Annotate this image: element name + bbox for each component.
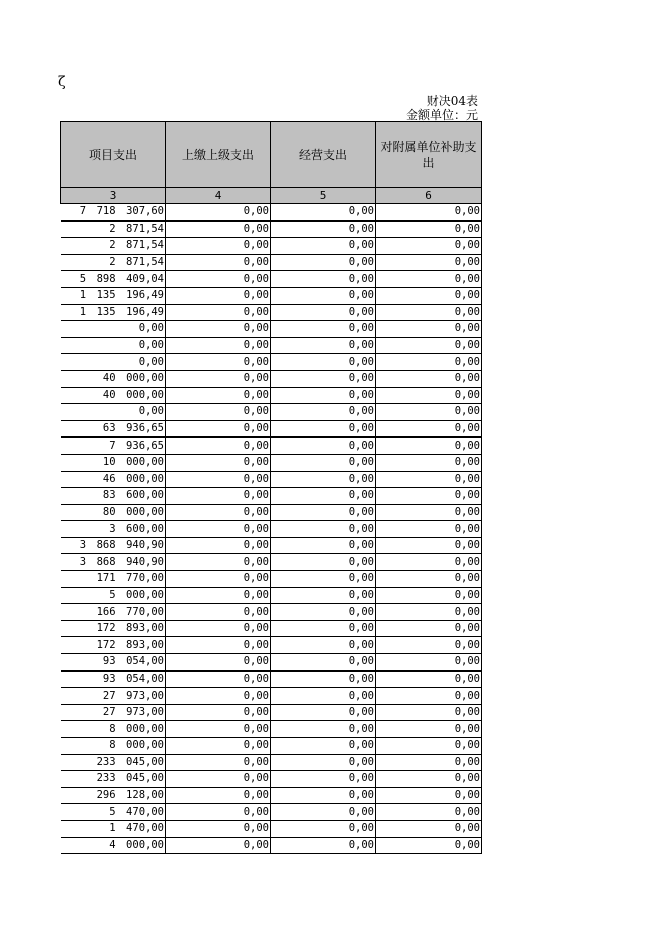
table-cell: 0,00 (376, 287, 482, 304)
table-cell: 296 128,00 (61, 787, 166, 804)
table-cell: 233 045,00 (61, 754, 166, 771)
table-cell: 0,00 (271, 754, 376, 771)
table-row (61, 204, 482, 221)
table-row (61, 404, 482, 421)
column-number-row (61, 188, 482, 204)
table-cell: 0,00 (271, 420, 376, 437)
table-cell: 0,00 (166, 387, 271, 404)
table-cell: 0,00 (166, 221, 271, 238)
table-row (61, 804, 482, 821)
table-cell: 0,00 (376, 254, 482, 271)
table-cell: 63 936,65 (61, 420, 166, 437)
table-row (61, 287, 482, 304)
table-cell: 0,00 (166, 287, 271, 304)
table-cell: 0,00 (376, 304, 482, 321)
table-cell: 0,00 (271, 738, 376, 755)
table-cell: 0,00 (376, 571, 482, 588)
table-cell: 0,00 (376, 321, 482, 338)
table-row (61, 704, 482, 721)
table-cell: 0,00 (271, 304, 376, 321)
table-cell: 0,00 (271, 287, 376, 304)
table-cell: 0,00 (376, 688, 482, 705)
table-cell: 0,00 (166, 420, 271, 437)
table-cell: 0,00 (166, 354, 271, 371)
table-row (61, 271, 482, 288)
table-row (61, 304, 482, 321)
table-cell: 0,00 (166, 504, 271, 521)
table-row (61, 738, 482, 755)
table-row (61, 637, 482, 654)
col-number: 5 (271, 188, 376, 204)
table-cell: 0,00 (166, 837, 271, 854)
table-cell: 0,00 (376, 521, 482, 538)
table-row (61, 721, 482, 738)
table-cell: 10 000,00 (61, 454, 166, 471)
table-row (61, 604, 482, 621)
table-cell: 0,00 (166, 471, 271, 488)
table-cell: 172 893,00 (61, 620, 166, 637)
table-cell: 1 135 196,49 (61, 304, 166, 321)
table-row (61, 354, 482, 371)
table-row (61, 420, 482, 437)
table-cell: 0,00 (166, 671, 271, 688)
table-cell: 0,00 (166, 604, 271, 621)
table-cell: 0,00 (376, 787, 482, 804)
table-cell: 0,00 (271, 654, 376, 671)
table-cell: 93 054,00 (61, 671, 166, 688)
table-cell: 0,00 (376, 354, 482, 371)
table-cell: 0,00 (271, 671, 376, 688)
table-cell: 0,00 (271, 688, 376, 705)
table-row (61, 337, 482, 354)
table-cell: 0,00 (271, 571, 376, 588)
table-row (61, 654, 482, 671)
table-cell: 0,00 (166, 321, 271, 338)
table-cell: 0,00 (376, 404, 482, 421)
table-row (61, 238, 482, 255)
table-cell: 0,00 (166, 370, 271, 387)
table-row (61, 537, 482, 554)
table-cell: 0,00 (166, 704, 271, 721)
table-cell: 2 871,54 (61, 238, 166, 255)
table-cell: 0,00 (166, 521, 271, 538)
table-cell: 3 600,00 (61, 521, 166, 538)
table-cell: 0,00 (271, 804, 376, 821)
table-row (61, 471, 482, 488)
table-cell: 0,00 (166, 721, 271, 738)
table-cell: 233 045,00 (61, 771, 166, 788)
table-cell: 0,00 (376, 820, 482, 837)
table-cell: 0,00 (376, 337, 482, 354)
table-cell: 172 893,00 (61, 637, 166, 654)
table-row (61, 554, 482, 571)
table-cell: 0,00 (166, 787, 271, 804)
table-cell: 0,00 (376, 387, 482, 404)
table-row (61, 587, 482, 604)
table-cell: 0,00 (166, 554, 271, 571)
table-cell: 3 868 940,90 (61, 537, 166, 554)
table-cell: 0,00 (376, 837, 482, 854)
table-cell: 0,00 (166, 738, 271, 755)
table-cell: 83 600,00 (61, 488, 166, 505)
table-cell: 0,00 (376, 704, 482, 721)
table-cell: 8 000,00 (61, 721, 166, 738)
table-cell: 0,00 (271, 704, 376, 721)
table-cell: 0,00 (271, 370, 376, 387)
table-cell: 0,00 (376, 504, 482, 521)
table-cell: 0,00 (376, 471, 482, 488)
table-cell: 0,00 (271, 321, 376, 338)
col-number: 4 (166, 188, 271, 204)
table-cell: 0,00 (271, 537, 376, 554)
table-cell: 0,00 (376, 754, 482, 771)
table-cell: 0,00 (166, 304, 271, 321)
table-cell: 5 898 409,04 (61, 271, 166, 288)
table-row (61, 454, 482, 471)
table-cell: 0,00 (376, 221, 482, 238)
table-cell: 0,00 (271, 787, 376, 804)
table-cell: 0,00 (376, 587, 482, 604)
table-cell: 0,00 (376, 738, 482, 755)
table-row (61, 254, 482, 271)
table-cell: 0,00 (271, 221, 376, 238)
table-cell: 0,00 (271, 521, 376, 538)
table-cell: 0,00 (271, 837, 376, 854)
table-row (61, 754, 482, 771)
col-header-remit-superior: 上缴上级支出 (166, 122, 271, 188)
table-cell: 0,00 (166, 820, 271, 837)
table-cell: 0,00 (271, 454, 376, 471)
table-cell: 0,00 (61, 321, 166, 338)
table-row (61, 488, 482, 505)
table-cell: 1 135 196,49 (61, 287, 166, 304)
table-cell: 0,00 (271, 471, 376, 488)
table-cell: 0,00 (376, 554, 482, 571)
table-row (61, 221, 482, 238)
table-cell: 0,00 (376, 671, 482, 688)
table-cell: 0,00 (271, 354, 376, 371)
table-cell: 0,00 (166, 454, 271, 471)
table-cell: 0,00 (376, 537, 482, 554)
expenditure-table (60, 121, 482, 854)
table-cell: 5 000,00 (61, 587, 166, 604)
table-cell: 0,00 (376, 804, 482, 821)
table-row (61, 820, 482, 837)
col-header-operating-expenditure: 经营支出 (271, 122, 376, 188)
table-cell: 0,00 (271, 387, 376, 404)
table-cell: 40 000,00 (61, 370, 166, 387)
table-row (61, 837, 482, 854)
table-cell: 27 973,00 (61, 704, 166, 721)
table-cell: 171 770,00 (61, 571, 166, 588)
table-cell: 0,00 (271, 238, 376, 255)
table-cell: 0,00 (376, 654, 482, 671)
table-row (61, 437, 482, 454)
table-cell: 0,00 (271, 587, 376, 604)
header-row (61, 122, 482, 188)
table-cell: 0,00 (376, 771, 482, 788)
table-cell: 0,00 (166, 571, 271, 588)
table-cell: 0,00 (271, 620, 376, 637)
table-row (61, 504, 482, 521)
table-cell: 0,00 (166, 437, 271, 454)
unit-label: 金额单位：元 (405, 108, 478, 122)
table-row (61, 688, 482, 705)
table-cell: 80 000,00 (61, 504, 166, 521)
table-cell: 0,00 (271, 771, 376, 788)
table-row (61, 321, 482, 338)
table-cell: 0,00 (166, 271, 271, 288)
col-number: 6 (376, 188, 482, 204)
table-cell: 0,00 (376, 420, 482, 437)
table-cell: 0,00 (166, 404, 271, 421)
table-cell: 0,00 (271, 437, 376, 454)
table-cell: 0,00 (376, 370, 482, 387)
table-cell: 0,00 (376, 238, 482, 255)
table-cell: 0,00 (376, 721, 482, 738)
table-cell: 0,00 (376, 620, 482, 637)
table-cell: 0,00 (166, 804, 271, 821)
table-cell: 5 470,00 (61, 804, 166, 821)
table-cell: 0,00 (271, 488, 376, 505)
table-cell: 0,00 (61, 354, 166, 371)
table-cell: 0,00 (271, 637, 376, 654)
table-cell: 0,00 (166, 620, 271, 637)
table-cell: 0,00 (166, 488, 271, 505)
table-cell: 0,00 (376, 637, 482, 654)
table-cell: 7 718 307,60 (61, 204, 166, 221)
table-cell: 4 000,00 (61, 837, 166, 854)
col-header-subsidiary-subsidy: 对附属单位补助支出 (376, 122, 482, 188)
table-row (61, 387, 482, 404)
table-cell: 40 000,00 (61, 387, 166, 404)
col-header-project-expenditure: 项目支出 (61, 122, 166, 188)
table-row (61, 620, 482, 637)
table-cell: 0,00 (61, 404, 166, 421)
table-row (61, 671, 482, 688)
table-cell: 0,00 (376, 204, 482, 221)
table-cell: 0,00 (271, 604, 376, 621)
table-cell: 0,00 (61, 337, 166, 354)
table-cell: 0,00 (166, 204, 271, 221)
col-number: 3 (61, 188, 166, 204)
table-cell: 0,00 (271, 820, 376, 837)
table-cell: 0,00 (271, 254, 376, 271)
table-cell: 166 770,00 (61, 604, 166, 621)
table-row (61, 370, 482, 387)
table-cell: 0,00 (166, 637, 271, 654)
table-cell: 0,00 (271, 721, 376, 738)
table-row (61, 787, 482, 804)
table-cell: 0,00 (166, 254, 271, 271)
table-cell: 0,00 (271, 204, 376, 221)
table-cell: 0,00 (166, 771, 271, 788)
table-cell: 2 871,54 (61, 254, 166, 271)
table-cell: 46 000,00 (61, 471, 166, 488)
table-cell: 0,00 (376, 604, 482, 621)
table-cell: 0,00 (166, 537, 271, 554)
table-row (61, 521, 482, 538)
table-cell: 0,00 (376, 271, 482, 288)
table-cell: 0,00 (166, 337, 271, 354)
table-row (61, 571, 482, 588)
table-cell: 0,00 (271, 404, 376, 421)
table-cell: 0,00 (376, 488, 482, 505)
table-cell: 3 868 940,90 (61, 554, 166, 571)
table-cell: 0,00 (166, 754, 271, 771)
table-cell: 0,00 (166, 587, 271, 604)
table-cell: 0,00 (271, 554, 376, 571)
title-fragment: ζ (58, 74, 66, 90)
table-cell: 8 000,00 (61, 738, 166, 755)
table-cell: 0,00 (166, 654, 271, 671)
table-cell: 0,00 (376, 454, 482, 471)
table-cell: 0,00 (271, 337, 376, 354)
table-cell: 0,00 (166, 688, 271, 705)
table-cell: 0,00 (271, 504, 376, 521)
table-cell: 27 973,00 (61, 688, 166, 705)
table-cell: 0,00 (376, 437, 482, 454)
table-cell: 7 936,65 (61, 437, 166, 454)
table-cell: 1 470,00 (61, 820, 166, 837)
table-cell: 0,00 (166, 238, 271, 255)
table-cell: 0,00 (271, 271, 376, 288)
table-cell: 93 054,00 (61, 654, 166, 671)
table-cell: 2 871,54 (61, 221, 166, 238)
table-name: 财决04表 (426, 94, 478, 108)
table-row (61, 771, 482, 788)
